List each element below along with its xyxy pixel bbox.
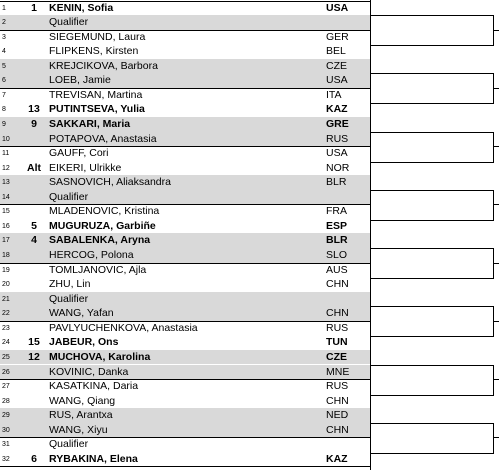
player-name: RYBAKINA, Elena [49, 452, 138, 465]
draw-position: 5 [2, 62, 6, 70]
player-nationality: KAZ [326, 103, 348, 116]
draw-line-28 [0, 394, 370, 409]
bracket-connector [493, 437, 499, 438]
draw-line-16 [0, 219, 370, 234]
player-name: MUCHOVA, Karolina [49, 350, 151, 363]
draw-line-3 [0, 30, 370, 45]
draw-position: 23 [2, 324, 10, 332]
player-name: KREJCIKOVA, Barbora [49, 59, 158, 72]
draw-line-30 [0, 423, 370, 438]
player-nationality: BEL [326, 45, 346, 58]
draw-line-9 [0, 117, 370, 132]
match-separator [0, 466, 370, 467]
player-nationality: AUS [326, 263, 348, 276]
draw-position: 15 [2, 208, 10, 216]
draw-line-24 [0, 335, 370, 350]
bracket-connector [493, 30, 499, 31]
draw-position: 16 [2, 222, 10, 230]
draw-line-26 [0, 365, 370, 380]
seed-label: 13 [28, 103, 40, 116]
seed-label: 1 [31, 1, 37, 14]
first-round-divider [370, 0, 371, 470]
player-name: WANG, Qiang [49, 394, 116, 407]
draw-line-11 [0, 146, 370, 161]
draw-line-21 [0, 292, 370, 307]
draw-line-13 [0, 175, 370, 190]
seed-label: 4 [31, 234, 37, 247]
draw-line-25 [0, 350, 370, 365]
draw-position: 30 [2, 426, 10, 434]
player-name: WANG, Yafan [49, 307, 114, 320]
draw-position: 1 [2, 4, 6, 12]
player-name: PAVLYUCHENKOVA, Anastasia [49, 321, 198, 334]
draw-line-5 [0, 59, 370, 74]
player-nationality: GRE [326, 117, 349, 130]
draw-line-12 [0, 161, 370, 176]
player-name: KASATKINA, Daria [49, 380, 139, 393]
draw-position: 7 [2, 91, 6, 99]
draw-line-10 [0, 132, 370, 147]
draw-position: 10 [2, 135, 10, 143]
player-name: TOMLJANOVIC, Ajla [49, 263, 147, 276]
draw-line-18 [0, 248, 370, 263]
draw-line-32 [0, 452, 370, 467]
draw-position: 4 [2, 48, 6, 56]
draw-position: 12 [2, 164, 10, 172]
draw-position: 13 [2, 179, 10, 187]
draw-line-23 [0, 321, 370, 336]
player-name: PUTINTSEVA, Yulia [49, 103, 145, 116]
seed-label: Alt [27, 161, 41, 174]
player-name: Qualifier [49, 292, 89, 305]
player-name: MLADENOVIC, Kristina [49, 205, 160, 218]
draw-position: 9 [2, 120, 6, 128]
player-nationality: GER [326, 30, 349, 43]
draw-position: 21 [2, 295, 10, 303]
draw-position: 11 [2, 150, 10, 158]
draw-position: 17 [2, 237, 10, 245]
player-name: LOEB, Jamie [49, 74, 111, 87]
player-name: SAKKARI, Maria [49, 117, 131, 130]
draw-line-22 [0, 306, 370, 321]
draw-line-4 [0, 44, 370, 59]
draw-line-7 [0, 88, 370, 103]
draw-position: 32 [2, 455, 10, 463]
draw-position: 25 [2, 353, 10, 361]
draw-line-17 [0, 233, 370, 248]
player-nationality: KAZ [326, 452, 348, 465]
draw-line-6 [0, 73, 370, 88]
player-name: SASNOVICH, Aliaksandra [49, 176, 171, 189]
draw-line-15 [0, 204, 370, 219]
draw-position: 20 [2, 281, 10, 289]
second-round-bracket [370, 132, 494, 163]
seed-label: 12 [28, 350, 40, 363]
player-nationality: CHN [326, 423, 349, 436]
draw-line-27 [0, 379, 370, 394]
draw-line-8 [0, 102, 370, 117]
player-nationality: ESP [326, 219, 348, 232]
draw-line-14 [0, 190, 370, 205]
player-name: SABALENKA, Aryna [49, 234, 151, 247]
player-name: Qualifier [49, 438, 89, 451]
draw-line-29 [0, 408, 370, 423]
draw-line-1 [0, 1, 370, 16]
player-nationality: RUS [326, 321, 349, 334]
player-name: Qualifier [49, 190, 89, 203]
player-nationality: CHN [326, 307, 349, 320]
draw-top-border [0, 1, 370, 2]
draw-position: 24 [2, 339, 10, 347]
bracket-connector [493, 321, 499, 322]
bracket-connector [493, 263, 499, 264]
bracket-connector [493, 204, 499, 205]
player-name: MUGURUZA, Garbiñe [49, 219, 156, 232]
player-name: ZHU, Lin [49, 278, 91, 291]
player-name: KOVINIC, Danka [49, 365, 129, 378]
draw-line-19 [0, 263, 370, 278]
seed-label: 15 [28, 336, 40, 349]
player-name: Qualifier [49, 16, 89, 29]
player-name: RUS, Arantxa [49, 409, 113, 422]
bracket-connector [493, 379, 499, 380]
player-name: WANG, Xiyu [49, 423, 108, 436]
seed-label: 5 [31, 219, 37, 232]
player-nationality: USA [326, 74, 348, 87]
draw-position: 22 [2, 310, 10, 318]
second-round-bracket [370, 306, 494, 337]
draw-line-20 [0, 277, 370, 292]
player-name: GAUFF, Cori [49, 147, 109, 160]
player-nationality: BLR [326, 234, 348, 247]
second-round-bracket [370, 248, 494, 279]
draw-position: 6 [2, 77, 6, 85]
player-nationality: CHN [326, 394, 349, 407]
draw-position: 19 [2, 266, 10, 274]
player-nationality: USA [326, 147, 348, 160]
draw-position: 18 [2, 252, 10, 260]
player-nationality: NED [326, 409, 349, 422]
player-nationality: CHN [326, 278, 349, 291]
player-name: TREVISAN, Martina [49, 88, 143, 101]
player-nationality: RUS [326, 380, 349, 393]
player-nationality: TUN [326, 336, 348, 349]
player-nationality: CZE [326, 350, 347, 363]
second-round-bracket [370, 365, 494, 396]
player-name: SIEGEMUND, Laura [49, 30, 146, 43]
player-name: EIKERI, Ulrikke [49, 161, 122, 174]
player-name: FLIPKENS, Kirsten [49, 45, 139, 58]
player-name: POTAPOVA, Anastasia [49, 132, 157, 145]
draw-line-31 [0, 437, 370, 452]
draw-position: 28 [2, 397, 10, 405]
player-nationality: RUS [326, 132, 349, 145]
player-nationality: MNE [326, 365, 350, 378]
player-nationality: NOR [326, 161, 350, 174]
player-nationality: SLO [326, 249, 348, 262]
seed-label: 9 [31, 117, 37, 130]
player-name: JABEUR, Ons [49, 336, 119, 349]
draw-position: 8 [2, 106, 6, 114]
second-round-bracket [370, 73, 494, 104]
draw-position: 3 [2, 33, 6, 41]
draw-position: 2 [2, 19, 6, 27]
player-nationality: CZE [326, 59, 347, 72]
seed-label: 6 [31, 452, 37, 465]
player-nationality: FRA [326, 205, 347, 218]
player-nationality: ITA [326, 88, 342, 101]
draw-position: 27 [2, 383, 10, 391]
bracket-connector [493, 146, 499, 147]
second-round-bracket [370, 190, 494, 221]
draw-position: 29 [2, 412, 10, 420]
draw-position: 31 [2, 441, 10, 449]
player-name: HERCOG, Polona [49, 249, 134, 262]
player-name: KENIN, Sofia [49, 1, 114, 14]
bracket-connector [493, 88, 499, 89]
second-round-bracket [370, 15, 494, 46]
draw-line-2 [0, 15, 370, 30]
second-round-bracket [370, 423, 494, 454]
draw-position: 14 [2, 193, 10, 201]
player-nationality: BLR [326, 176, 347, 189]
player-nationality: USA [326, 1, 349, 14]
draw-position: 26 [2, 368, 10, 376]
